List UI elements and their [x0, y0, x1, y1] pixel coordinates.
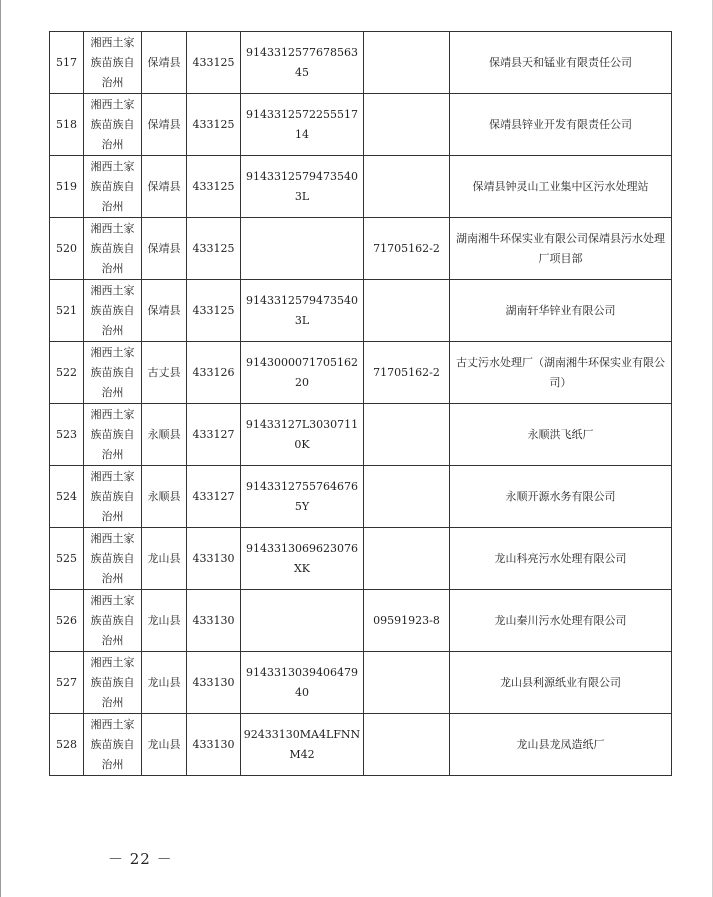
region-code-cell: 433125: [187, 94, 241, 156]
table-row: [50, 404, 672, 466]
page-number: － 22 －: [108, 850, 173, 868]
enterprise-name-cell: 龙山秦川污水处理有限公司: [450, 590, 672, 652]
credit-code-cell: 914331257225551714: [241, 94, 364, 156]
prefecture-cell: 湘西土家族苗族自治州: [84, 94, 142, 156]
org-code-cell: [364, 32, 450, 94]
table-row: [50, 528, 672, 590]
county-cell: 龙山县: [142, 590, 187, 652]
enterprise-table: [49, 31, 672, 776]
org-code-cell: 09591923-8: [364, 590, 450, 652]
county-cell: 永顺县: [142, 466, 187, 528]
county-cell: 龙山县: [142, 714, 187, 776]
county-cell: 保靖县: [142, 156, 187, 218]
county-cell: 龙山县: [142, 652, 187, 714]
table-row: [50, 32, 672, 94]
county-cell: 永顺县: [142, 404, 187, 466]
credit-code-cell: 91433125794735403L: [241, 280, 364, 342]
row-number-cell: 526: [50, 590, 84, 652]
credit-code-cell: 9143313069623076XK: [241, 528, 364, 590]
table-row: [50, 218, 672, 280]
prefecture-cell: 湘西土家族苗族自治州: [84, 714, 142, 776]
region-code-cell: 433130: [187, 714, 241, 776]
row-number-cell: 519: [50, 156, 84, 218]
enterprise-name-cell: 古丈污水处理厂（湖南湘牛环保实业有限公司）: [450, 342, 672, 404]
county-cell: 保靖县: [142, 94, 187, 156]
row-number-cell: 518: [50, 94, 84, 156]
credit-code-cell: [241, 590, 364, 652]
credit-code-cell: 914331257767856345: [241, 32, 364, 94]
enterprise-name-cell: 湖南轩华锌业有限公司: [450, 280, 672, 342]
org-code-cell: [364, 156, 450, 218]
enterprise-name-cell: 永顺洪飞纸厂: [450, 404, 672, 466]
org-code-cell: [364, 280, 450, 342]
org-code-cell: 71705162-2: [364, 342, 450, 404]
region-code-cell: 433130: [187, 590, 241, 652]
row-number-cell: 524: [50, 466, 84, 528]
org-code-cell: [364, 466, 450, 528]
enterprise-name-cell: 湖南湘牛环保实业有限公司保靖县污水处理厂项目部: [450, 218, 672, 280]
credit-code-cell: [241, 218, 364, 280]
enterprise-name-cell: 保靖县天和锰业有限责任公司: [450, 32, 672, 94]
credit-code-cell: 91433125794735403L: [241, 156, 364, 218]
prefecture-cell: 湘西土家族苗族自治州: [84, 404, 142, 466]
table-row: [50, 156, 672, 218]
row-number-cell: 521: [50, 280, 84, 342]
region-code-cell: 433127: [187, 466, 241, 528]
row-number-cell: 517: [50, 32, 84, 94]
prefecture-cell: 湘西土家族苗族自治州: [84, 218, 142, 280]
region-code-cell: 433125: [187, 156, 241, 218]
enterprise-name-cell: 龙山县龙凤造纸厂: [450, 714, 672, 776]
table-row: [50, 94, 672, 156]
enterprise-name-cell: 保靖县钟灵山工业集中区污水处理站: [450, 156, 672, 218]
prefecture-cell: 湘西土家族苗族自治州: [84, 32, 142, 94]
county-cell: 龙山县: [142, 528, 187, 590]
credit-code-cell: 914300007170516220: [241, 342, 364, 404]
prefecture-cell: 湘西土家族苗族自治州: [84, 466, 142, 528]
table-row: [50, 590, 672, 652]
org-code-cell: [364, 652, 450, 714]
region-code-cell: 433130: [187, 528, 241, 590]
prefecture-cell: 湘西土家族苗族自治州: [84, 590, 142, 652]
credit-code-cell: 914331303940647940: [241, 652, 364, 714]
prefecture-cell: 湘西土家族苗族自治州: [84, 652, 142, 714]
page-edge-left: [0, 0, 1, 897]
org-code-cell: 71705162-2: [364, 218, 450, 280]
enterprise-name-cell: 永顺开源水务有限公司: [450, 466, 672, 528]
county-cell: 保靖县: [142, 32, 187, 94]
row-number-cell: 528: [50, 714, 84, 776]
row-number-cell: 520: [50, 218, 84, 280]
org-code-cell: [364, 528, 450, 590]
prefecture-cell: 湘西土家族苗族自治州: [84, 528, 142, 590]
region-code-cell: 433127: [187, 404, 241, 466]
row-number-cell: 527: [50, 652, 84, 714]
table-row: [50, 466, 672, 528]
table-row: [50, 342, 672, 404]
table-row: [50, 714, 672, 776]
region-code-cell: 433125: [187, 32, 241, 94]
region-code-cell: 433130: [187, 652, 241, 714]
prefecture-cell: 湘西土家族苗族自治州: [84, 342, 142, 404]
enterprise-name-cell: 龙山科亮污水处理有限公司: [450, 528, 672, 590]
table-row: [50, 280, 672, 342]
row-number-cell: 525: [50, 528, 84, 590]
credit-code-cell: 91433127L30307110K: [241, 404, 364, 466]
prefecture-cell: 湘西土家族苗族自治州: [84, 280, 142, 342]
county-cell: 保靖县: [142, 218, 187, 280]
table-body: [50, 32, 672, 776]
enterprise-name-cell: 龙山县利源纸业有限公司: [450, 652, 672, 714]
region-code-cell: 433125: [187, 280, 241, 342]
org-code-cell: [364, 404, 450, 466]
org-code-cell: [364, 714, 450, 776]
prefecture-cell: 湘西土家族苗族自治州: [84, 156, 142, 218]
credit-code-cell: 92433130MA4LFNNM42: [241, 714, 364, 776]
row-number-cell: 522: [50, 342, 84, 404]
county-cell: 古丈县: [142, 342, 187, 404]
region-code-cell: 433125: [187, 218, 241, 280]
county-cell: 保靖县: [142, 280, 187, 342]
credit-code-cell: 91433127557646765Y: [241, 466, 364, 528]
enterprise-name-cell: 保靖县锌业开发有限责任公司: [450, 94, 672, 156]
region-code-cell: 433126: [187, 342, 241, 404]
org-code-cell: [364, 94, 450, 156]
table-row: [50, 652, 672, 714]
row-number-cell: 523: [50, 404, 84, 466]
